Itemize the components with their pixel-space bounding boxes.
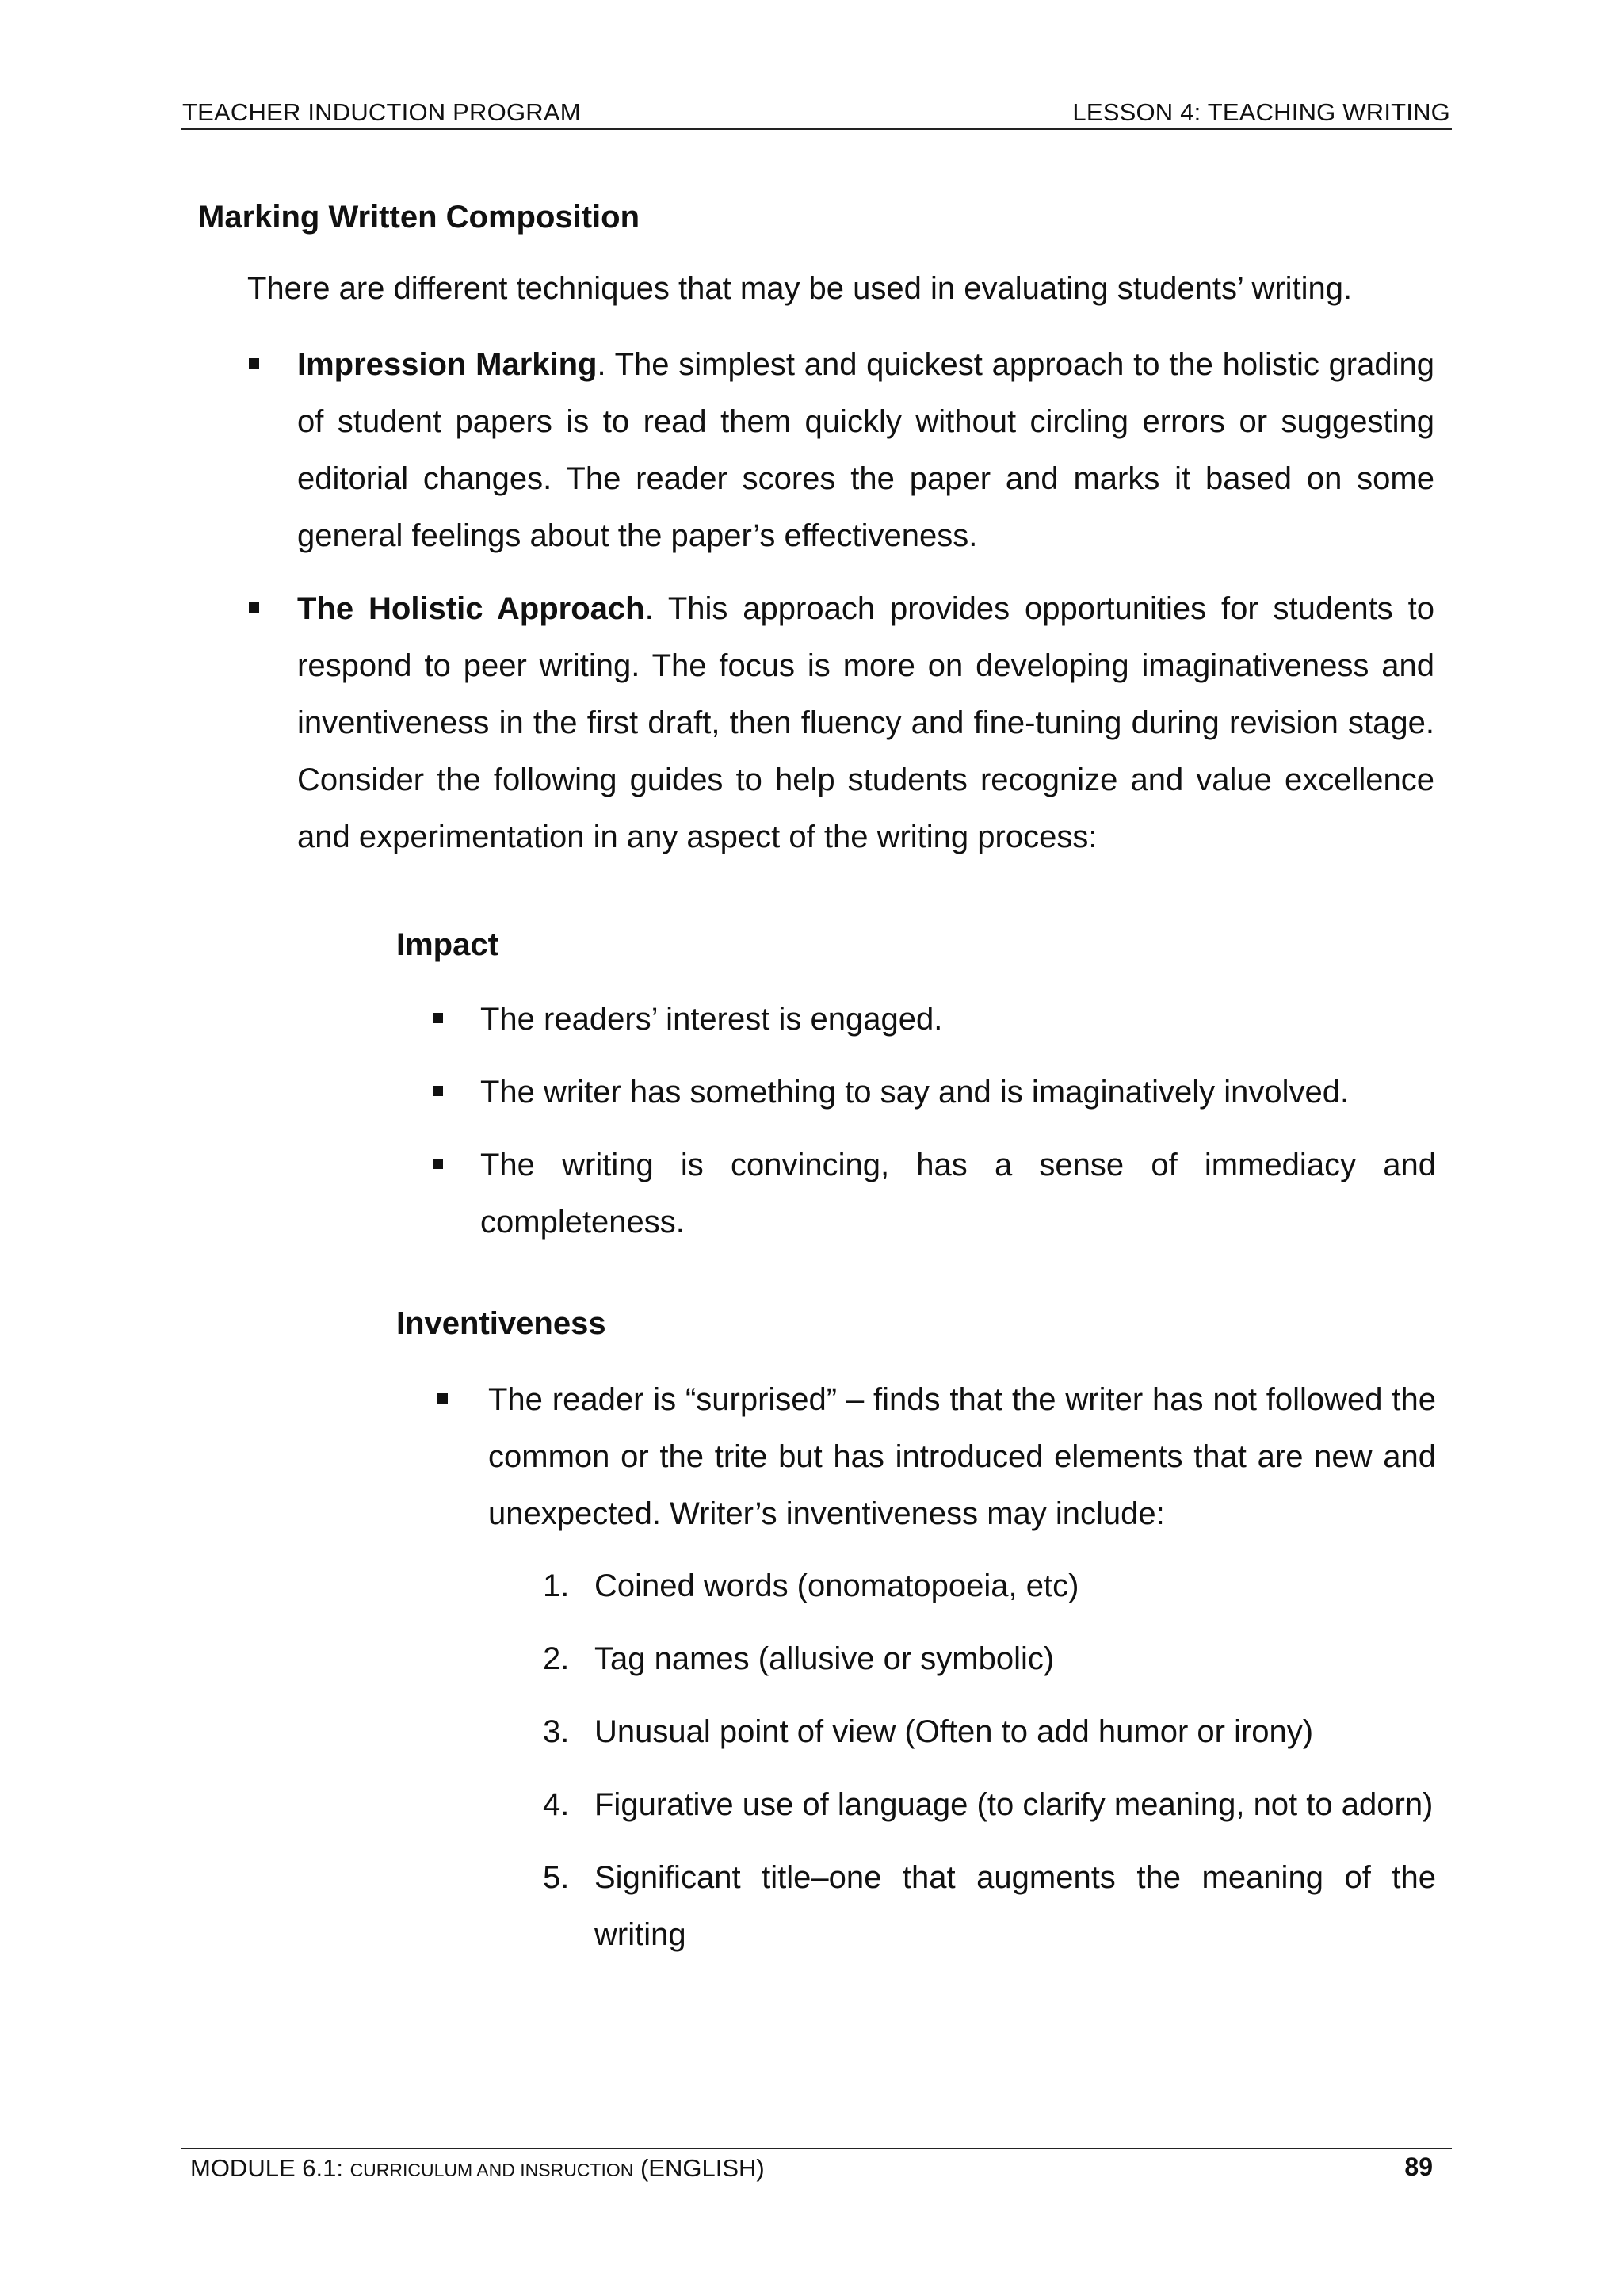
inventiveness-heading: Inventiveness xyxy=(396,1306,606,1341)
footer-rule xyxy=(181,2148,1452,2149)
inventiveness-item xyxy=(428,1371,1436,1542)
item-number: 4. xyxy=(543,1787,570,1822)
approaches-list xyxy=(238,336,1434,881)
inventiveness-item-text: The reader is “surprised” – finds that the writer has not followed the common or the trite but has introduced elements that are new and unexpected. Writer’s inventiveness may include: xyxy=(488,1382,1436,1531)
square-bullet-icon xyxy=(249,358,259,369)
numbered-item xyxy=(539,1849,1436,1963)
impact-item-text: The writing is convincing, has a sense of immediacy and completeness. xyxy=(480,1148,1436,1240)
list-item-impression-marking xyxy=(238,336,1434,564)
numbered-item xyxy=(539,1630,1436,1687)
header-lesson-title: LESSON 4: TEACHING WRITING xyxy=(1072,98,1450,126)
term-holistic-approach: The Holistic Approach xyxy=(297,591,645,626)
item-text: Significant title–one that augments the meaning of the writing xyxy=(594,1860,1436,1952)
item-number: 1. xyxy=(543,1568,570,1603)
impact-item-text: The writer has something to say and is imaginatively involved. xyxy=(480,1075,1350,1110)
square-bullet-icon xyxy=(433,1086,443,1096)
square-bullet-icon xyxy=(437,1393,448,1404)
footer-subject: (ENGLISH) xyxy=(633,2154,765,2182)
item-number: 3. xyxy=(543,1714,570,1749)
impact-item xyxy=(428,991,1436,1048)
numbered-item xyxy=(539,1776,1436,1833)
impact-item xyxy=(428,1137,1436,1251)
item-text: Tag names (allusive or symbolic) xyxy=(594,1641,1055,1676)
square-bullet-icon xyxy=(249,602,259,613)
item-text: Unusual point of view (Often to add humor or irony) xyxy=(594,1714,1314,1749)
impact-heading: Impact xyxy=(396,927,498,962)
section-title: Marking Written Composition xyxy=(198,200,640,235)
numbered-item xyxy=(539,1557,1436,1614)
impression-marking-text: . The simplest and quickest approach to the holistic grading of student papers is to read them quickly without circling errors or suggesting editorial changes. The reader scores the paper and marks it based on some general feelings about the paper’s effectiveness. xyxy=(297,347,1435,553)
footer-module: MODULE 6.1: xyxy=(190,2154,350,2182)
intro-paragraph: There are different techniques that may be used in evaluating students’ writing. xyxy=(247,271,1353,306)
item-number: 2. xyxy=(543,1641,570,1676)
list-item-holistic-approach xyxy=(238,580,1434,865)
item-text: Coined words (onomatopoeia, etc) xyxy=(594,1568,1079,1603)
square-bullet-icon xyxy=(433,1013,443,1023)
impact-item-text: The readers’ interest is engaged. xyxy=(480,1002,943,1037)
holistic-approach-text: . This approach provides opportunities for students to respond to peer writing. The focus is more on developing imaginativeness and inventiveness in the first draft, then fluency and fine-tuning during revision stage. Consider the following guides to help students recognize and value excellence and experimentation in any aspect of the writing process: xyxy=(297,591,1435,854)
term-impression-marking: Impression Marking xyxy=(297,347,598,382)
impact-item xyxy=(428,1064,1436,1121)
item-text: Figurative use of language (to clarify meaning, not to adorn) xyxy=(594,1787,1434,1822)
footer-course: CURRICULUM AND INSRUCTION xyxy=(349,2160,634,2180)
header-program-title: TEACHER INDUCTION PROGRAM xyxy=(182,98,581,126)
numbered-item xyxy=(539,1703,1436,1760)
page-number: 89 xyxy=(1404,2153,1433,2181)
impact-list xyxy=(428,991,1436,1266)
item-number: 5. xyxy=(543,1860,570,1895)
header-rule xyxy=(181,128,1452,130)
square-bullet-icon xyxy=(433,1159,443,1169)
inventiveness-numbered-list xyxy=(539,1557,1436,1979)
footer-module-label xyxy=(190,2154,765,2183)
